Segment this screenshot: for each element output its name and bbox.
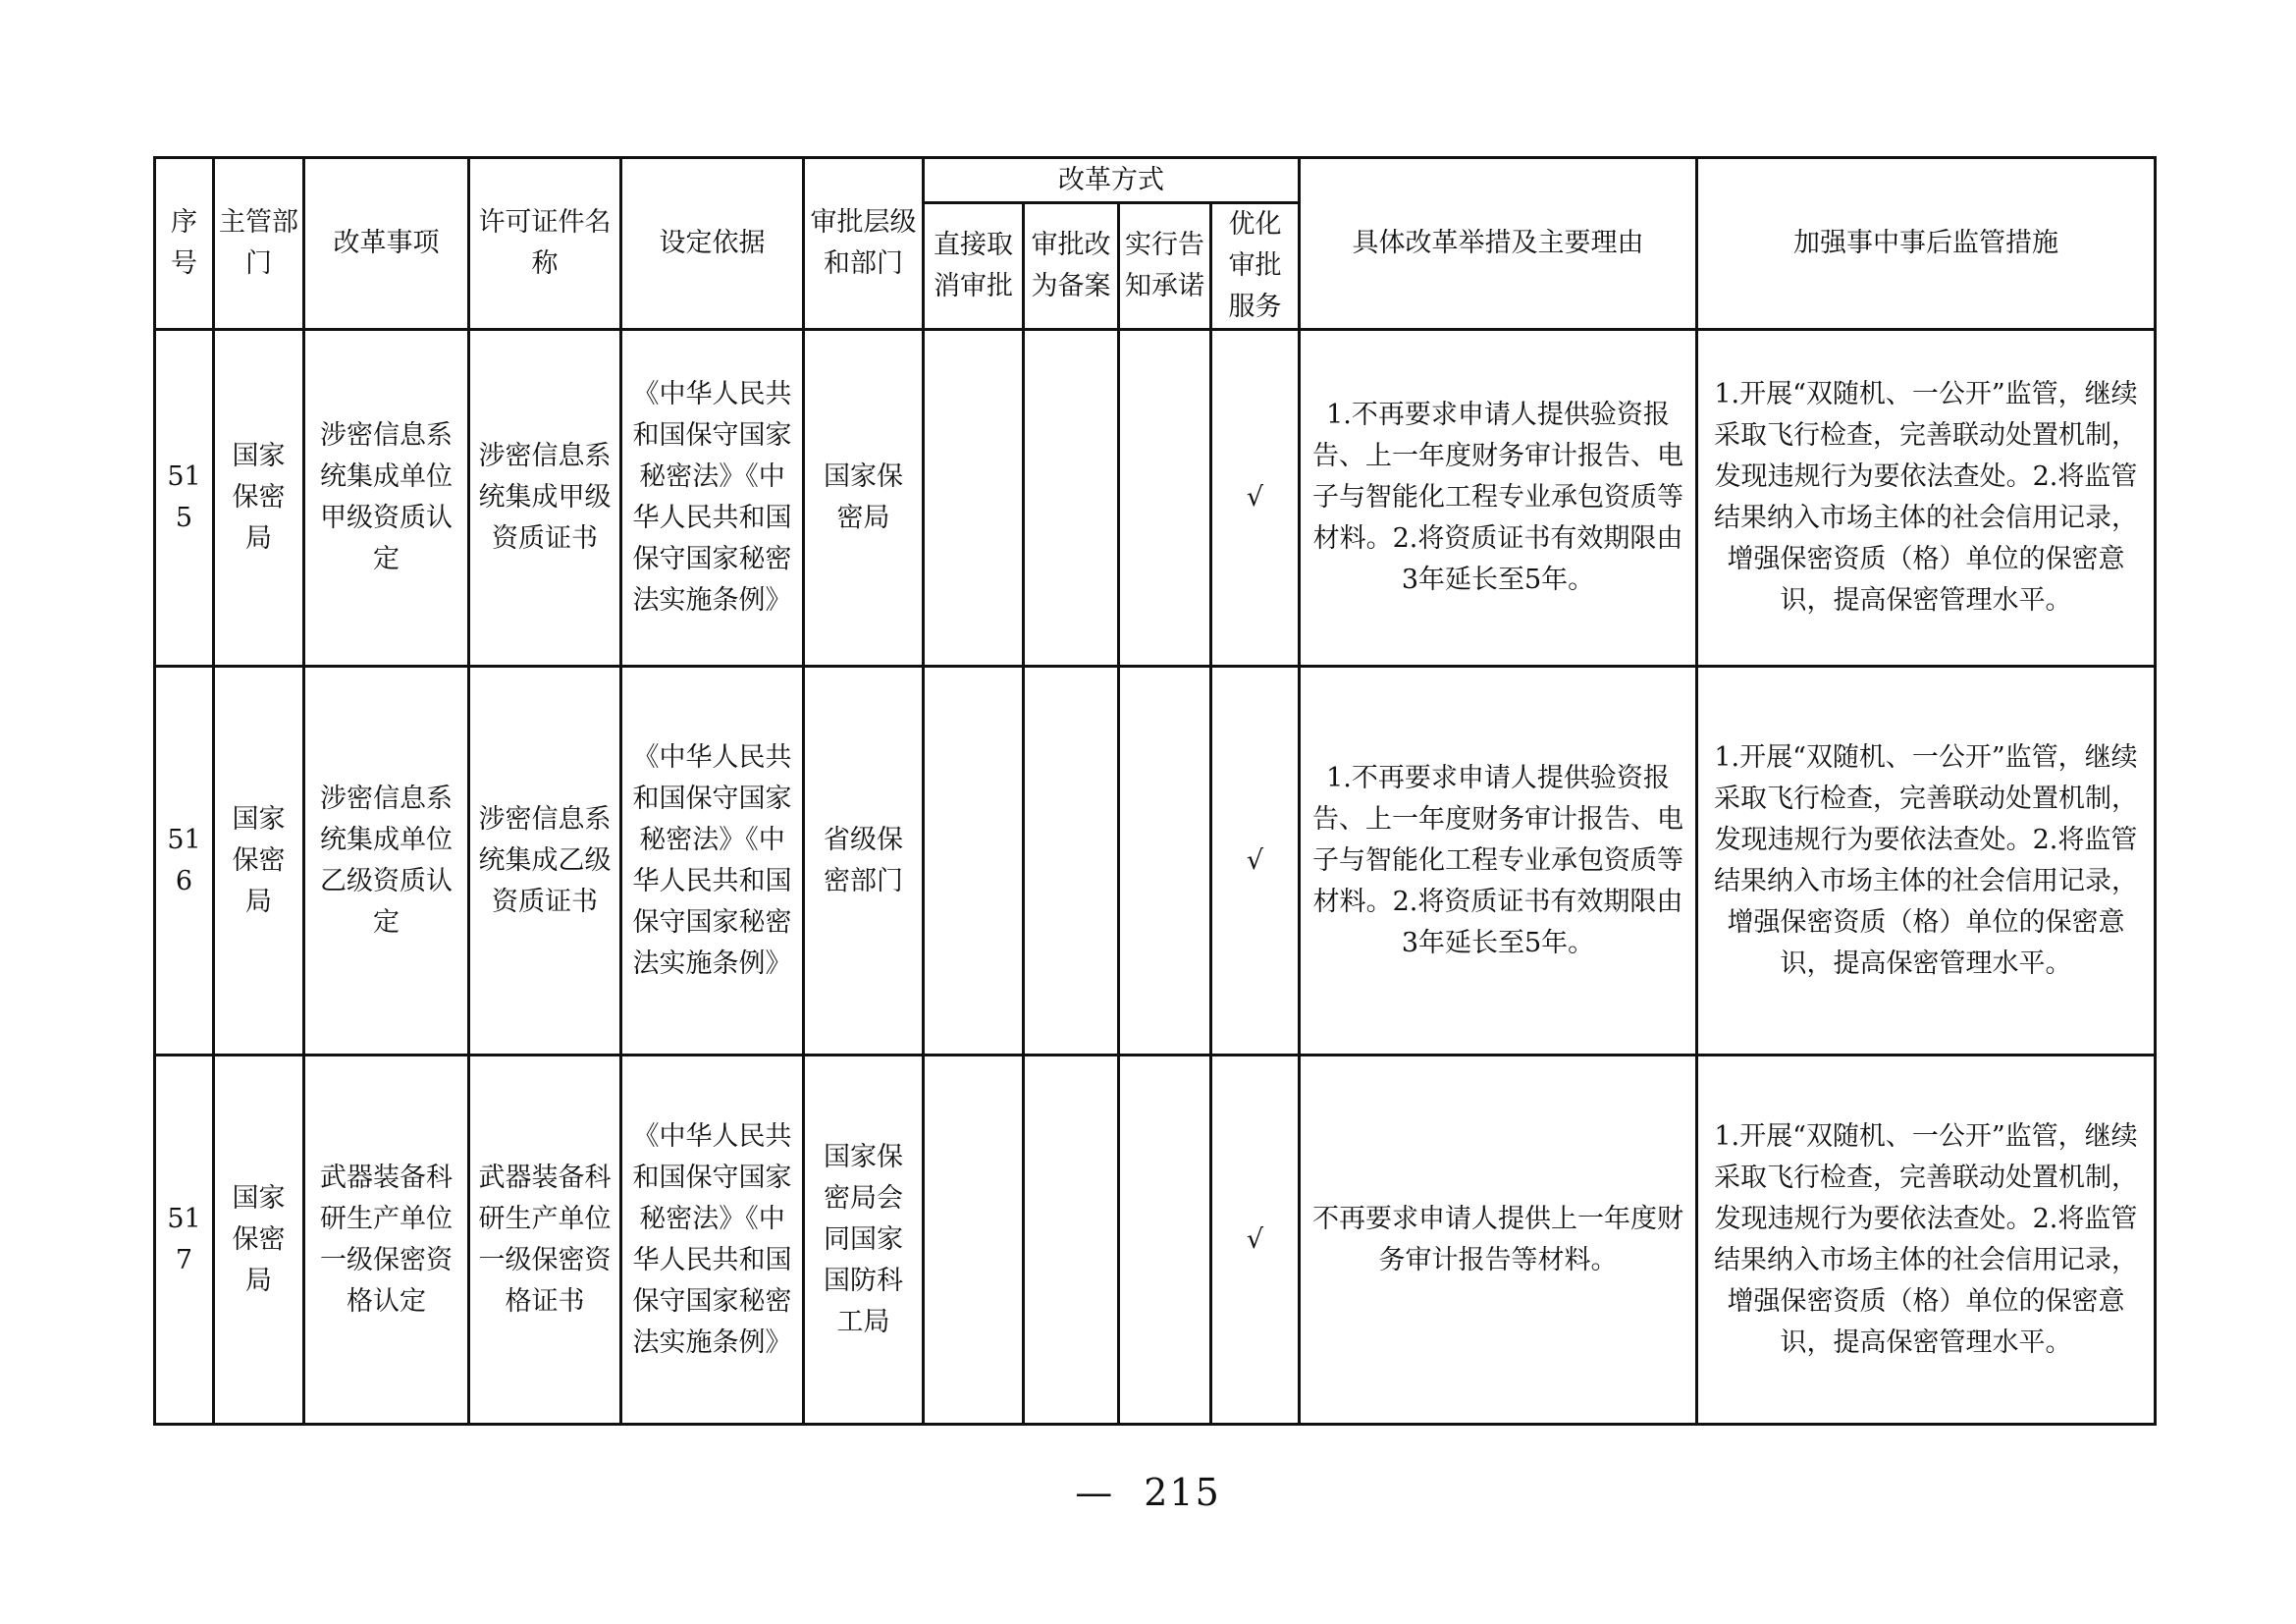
header-method-record: 审批改为备案 [1024,203,1119,330]
page-number: 215 [1144,1471,1221,1514]
header-item: 改革事项 [304,158,469,330]
cell-method-notify [1119,1056,1211,1425]
cell-supervision: 1.开展“双随机、一公开”监管，继续采取飞行检查，完善联动处置机制，发现违规行为要依法查处。2.将监管结果纳入市场主体的社会信用记录，增强保密资质（格）单位的保密意识，提高保密管理水平。 [1697,1056,2156,1425]
cell-basis: 《中华人民共和国保守国家秘密法》《中华人民共和国保守国家秘密法实施条例》 [621,667,804,1056]
cell-item: 涉密信息系统集成单位乙级资质认定 [304,667,469,1056]
header-measures: 具体改革举措及主要理由 [1300,158,1697,330]
cell-item: 涉密信息系统集成单位甲级资质认定 [304,330,469,667]
cell-method-notify [1119,667,1211,1056]
header-basis: 设定依据 [621,158,804,330]
cell-license: 武器装备科研生产单位一级保密资格证书 [469,1056,621,1425]
header-dept: 主管部门 [214,158,304,330]
cell-level: 省级保密部门 [804,667,924,1056]
cell-basis: 《中华人民共和国保守国家秘密法》《中华人民共和国保守国家秘密法实施条例》 [621,330,804,667]
footer-dash: — [1075,1471,1115,1514]
cell-supervision: 1.开展“双随机、一公开”监管，继续采取飞行检查，完善联动处置机制，发现违规行为要依法查处。2.将监管结果纳入市场主体的社会信用记录，增强保密资质（格）单位的保密意识，提高保密管理水平。 [1697,330,2156,667]
cell-method-record [1024,1056,1119,1425]
table-row [155,330,2156,667]
cell-level: 国家保密局会同国家国防科工局 [804,1056,924,1425]
cell-method-record [1024,667,1119,1056]
cell-level: 国家保密局 [804,330,924,667]
page-footer [0,1471,2296,1514]
header-methods-group: 改革方式 [924,158,1300,203]
cell-method-cancel [924,1056,1024,1425]
cell-item: 武器装备科研生产单位一级保密资格认定 [304,1056,469,1425]
cell-dept: 国家保密局 [214,330,304,667]
header-method-optimize: 优化审批服务 [1211,203,1300,330]
header-level: 审批层级和部门 [804,158,924,330]
header-method-cancel: 直接取消审批 [924,203,1024,330]
cell-method-optimize-check: √ [1211,667,1300,1056]
cell-supervision: 1.开展“双随机、一公开”监管，继续采取飞行检查，完善联动处置机制，发现违规行为要依法查处。2.将监管结果纳入市场主体的社会信用记录，增强保密资质（格）单位的保密意识，提高保密管理水平。 [1697,667,2156,1056]
cell-seq: 517 [155,1056,214,1425]
header-method-notify: 实行告知承诺 [1119,203,1211,330]
cell-method-record [1024,330,1119,667]
cell-measures: 1.不再要求申请人提供验资报告、上一年度财务审计报告、电子与智能化工程专业承包资质等材料。2.将资质证书有效期限由3年延长至5年。 [1300,667,1697,1056]
cell-license: 涉密信息系统集成甲级资质证书 [469,330,621,667]
header-license: 许可证件名称 [469,158,621,330]
cell-method-optimize-check: √ [1211,330,1300,667]
cell-dept: 国家保密局 [214,667,304,1056]
header-supervision: 加强事中事后监管措施 [1697,158,2156,330]
reform-table [153,156,2157,1426]
cell-license: 涉密信息系统集成乙级资质证书 [469,667,621,1056]
cell-method-cancel [924,667,1024,1056]
cell-basis: 《中华人民共和国保守国家秘密法》《中华人民共和国保守国家秘密法实施条例》 [621,1056,804,1425]
cell-measures: 1.不再要求申请人提供验资报告、上一年度财务审计报告、电子与智能化工程专业承包资质等材料。2.将资质证书有效期限由3年延长至5年。 [1300,330,1697,667]
cell-method-notify [1119,330,1211,667]
table-row [155,667,2156,1056]
cell-method-optimize-check: √ [1211,1056,1300,1425]
table-row [155,1056,2156,1425]
cell-method-cancel [924,330,1024,667]
cell-seq: 516 [155,667,214,1056]
cell-dept: 国家保密局 [214,1056,304,1425]
cell-measures: 不再要求申请人提供上一年度财务审计报告等材料。 [1300,1056,1697,1425]
cell-seq: 515 [155,330,214,667]
header-seq: 序号 [155,158,214,330]
